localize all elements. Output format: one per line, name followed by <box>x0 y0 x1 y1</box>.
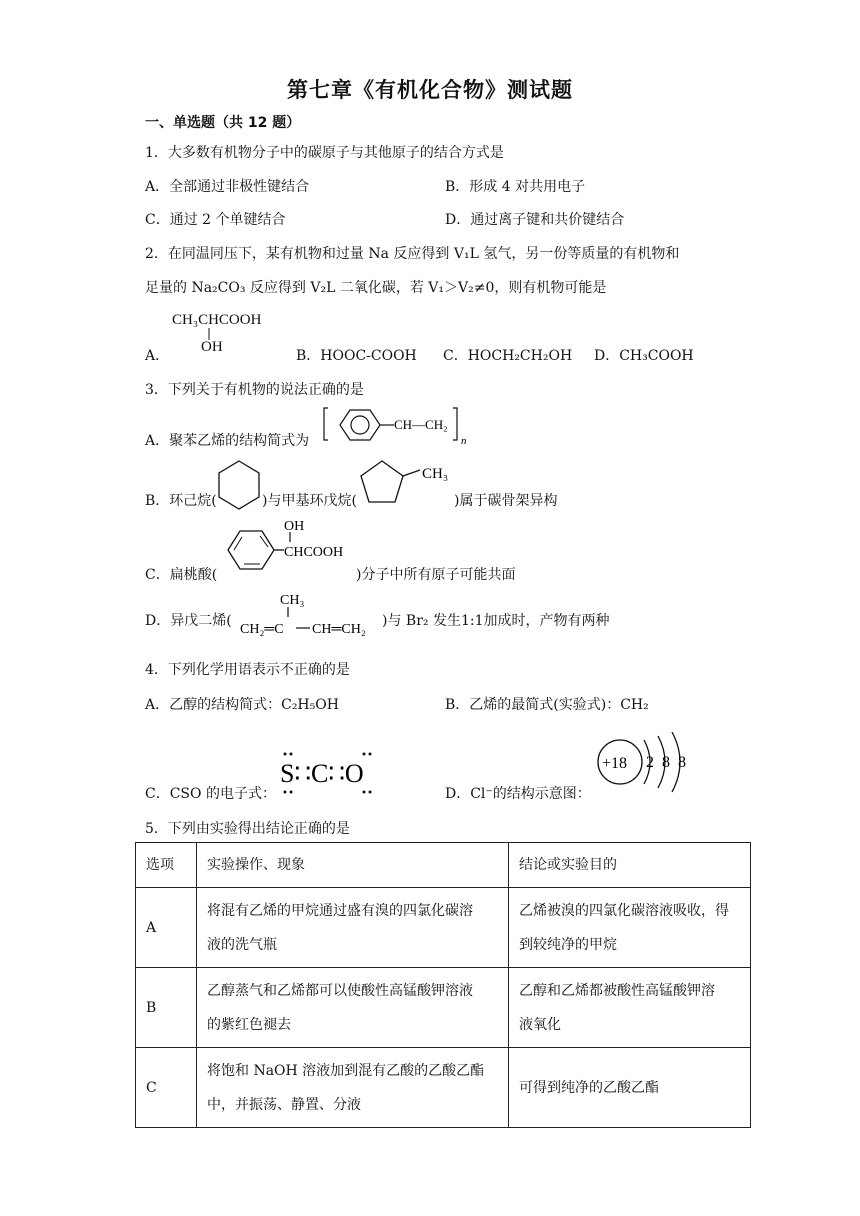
q2-option-b: B．HOOC-COOH <box>296 348 417 364</box>
q2-option-d: D．CH₃COOH <box>594 348 694 364</box>
row-operation <box>197 968 509 1048</box>
polymer-n-label: n <box>461 435 467 447</box>
shell-1-label: 2 <box>646 754 654 771</box>
polystyrene-structure-diagram <box>322 404 472 448</box>
q3-option-d-text2: )与 Br₂ 发生1:1加成时，产物有两种 <box>382 613 610 629</box>
q1-stem: 1．大多数有机物分子中的碳原子与其他原子的结合方式是 <box>145 145 504 161</box>
q2-option-a-structure-bottom: OH <box>201 339 223 355</box>
shell-2-label: 8 <box>662 754 670 771</box>
q4-option-c-text: C．CSO 的电子式： <box>145 786 276 802</box>
row-conclusion <box>509 888 751 968</box>
row-conclusion: 可得到纯净的乙酸乙酯 <box>509 1048 751 1128</box>
experiment-table <box>135 842 751 1128</box>
q3-stem: 3．下列关于有机物的说法正确的是 <box>145 382 364 398</box>
methylcyclopentane-structure-diagram <box>358 456 458 512</box>
row-conclusion-line1: 乙烯被溴的四氯化碳溶液吸收，得 <box>519 902 729 919</box>
cso-formula-label: S∷C∷O <box>280 759 364 788</box>
header-option: 选项 <box>136 843 197 888</box>
row-operation-line1: 将混有乙烯的甲烷通过盛有溴的四氯化碳溶 <box>207 902 473 919</box>
cso-electron-formula <box>276 748 386 796</box>
chloride-ion-structure-diagram <box>590 730 700 798</box>
row-option: B <box>136 968 197 1048</box>
mandelic-group-label: CHCOOH <box>284 545 344 560</box>
mandelic-acid-structure-diagram <box>222 516 362 580</box>
q1-option-b: B．形成 4 对共用电子 <box>445 179 586 195</box>
section-heading: 一、单选题（共 12 题） <box>145 115 301 131</box>
isoprene-methyl-label: CH₃ <box>280 593 305 608</box>
row-operation-line1: 将饱和 NaOH 溶液加到混有乙酸的乙酸乙酯 <box>207 1062 485 1079</box>
q2-option-a-structure-top: CH₃CHCOOH <box>172 312 262 328</box>
polystyrene-chain-label: CH—CH₂ <box>394 417 448 432</box>
q4-option-a: A．乙醇的结构简式：C₂H₅OH <box>145 697 339 713</box>
table-row <box>136 968 751 1048</box>
row-operation-line1: 乙醇蒸气和乙烯都可以使酸性高锰酸钾溶液 <box>207 982 473 999</box>
row-operation-line2: 液的洗气瓶 <box>207 936 277 953</box>
q3-option-c-text2: )分子中所有原子可能共面 <box>356 567 516 583</box>
q3-option-a-text: A．聚苯乙烯的结构简式为 <box>145 433 310 449</box>
header-conclusion: 结论或实验目的 <box>509 843 751 888</box>
q3-option-c-text1: C．扁桃酸( <box>145 567 218 583</box>
row-option: A <box>136 888 197 968</box>
table-row <box>136 1048 751 1128</box>
q3-option-b-text1: B．环己烷( <box>145 493 217 509</box>
row-operation-line2: 的紫红色褪去 <box>207 1016 291 1033</box>
q3-option-d-text1: D．异戊二烯( <box>145 613 232 629</box>
row-conclusion-line1: 乙醇和乙烯都被酸性高锰酸钾溶 <box>519 982 715 999</box>
cyclohexane-structure-diagram <box>214 458 264 512</box>
mandelic-oh-label: OH <box>284 519 305 534</box>
nucleus-charge-label: +18 <box>602 755 628 772</box>
q1-option-d: D．通过离子键和共价键结合 <box>445 212 625 228</box>
q4-stem: 4．下列化学用语表示不正确的是 <box>145 662 350 678</box>
row-conclusion <box>509 968 751 1048</box>
row-operation-line2: 中，并振荡、静置、分液 <box>207 1096 361 1113</box>
shell-3-label: 8 <box>678 754 686 771</box>
q3-option-b-text2: )与甲基环戊烷( <box>262 493 357 509</box>
methyl-label: CH₃ <box>422 466 449 482</box>
q3-option-b-text3: )属于碳骨架异构 <box>454 493 558 509</box>
q1-option-a: A．全部通过非极性键结合 <box>145 179 310 195</box>
table-header-row <box>136 843 751 888</box>
isoprene-structure-diagram <box>236 588 386 638</box>
isoprene-chain2-label: CH═CH₂ <box>312 622 366 637</box>
row-operation <box>197 888 509 968</box>
q1-option-c: C．通过 2 个单键结合 <box>145 212 286 228</box>
q5-stem: 5．下列由实验得出结论正确的是 <box>145 821 350 837</box>
header-operation: 实验操作、现象 <box>197 843 509 888</box>
row-option: C <box>136 1048 197 1128</box>
page-title: 第七章《有机化合物》测试题 <box>287 78 573 102</box>
q2-option-c: C．HOCH₂CH₂OH <box>443 348 573 364</box>
row-conclusion-line2: 到较纯净的甲烷 <box>519 936 617 953</box>
q4-option-b: B．乙烯的最简式(实验式)：CH₂ <box>445 697 649 713</box>
q2-stem-line1: 2．在同温同压下，某有机物和过量 Na 反应得到 V₁L 氢气，另一份等质量的有机物和 <box>145 246 680 262</box>
row-conclusion-line2: 液氧化 <box>519 1016 561 1033</box>
q4-option-d-text: D．Cl⁻的结构示意图： <box>445 786 591 802</box>
q2-option-a-label: A． <box>145 348 170 364</box>
row-operation <box>197 1048 509 1128</box>
isoprene-chain1-label: CH₂═C <box>240 622 284 637</box>
table-row <box>136 888 751 968</box>
q2-stem-line2: 足量的 Na₂CO₃ 反应得到 V₂L 二氧化碳，若 V₁＞V₂≠0，则有机物可能是 <box>145 280 607 296</box>
